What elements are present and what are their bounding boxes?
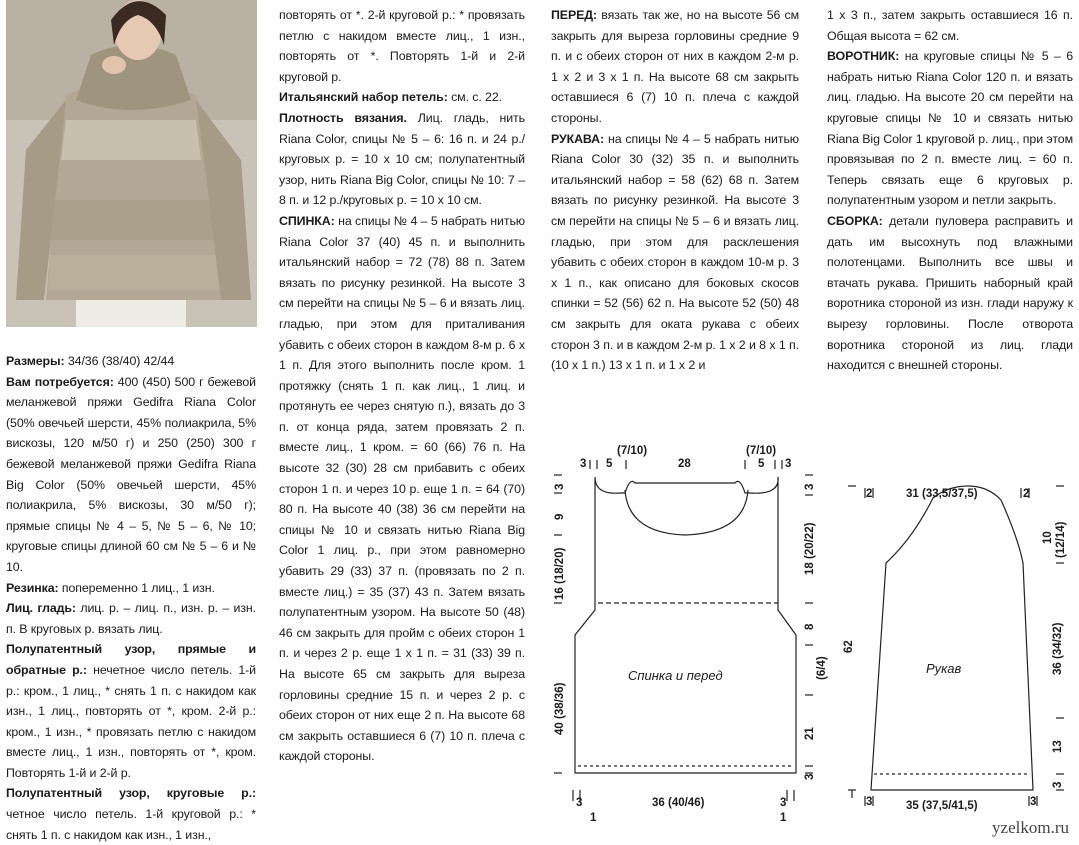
model-photo-illustration bbox=[6, 0, 257, 327]
top-right-a: 5 bbox=[758, 458, 765, 470]
body-diagram-label: Спинка и перед bbox=[628, 668, 723, 683]
left-16: 16 (18/20) bbox=[554, 547, 566, 600]
model-photo bbox=[6, 0, 257, 327]
top-left-paren: (7/10) bbox=[617, 445, 648, 457]
right-3-bottom: 3 bbox=[804, 773, 816, 780]
top-mid: 28 bbox=[678, 458, 691, 470]
neckline-curve bbox=[625, 490, 748, 535]
top-left-b: 5 bbox=[606, 458, 613, 470]
right-21: 21 bbox=[804, 727, 816, 740]
right-3: 3 bbox=[804, 483, 816, 490]
stockinette-text: лиц. р. – лиц. п., изн. р. – изн. п. В круговых р. вязать лиц. bbox=[6, 601, 256, 636]
sleeve-bottom-mid: 35 (37,5/41,5) bbox=[906, 800, 978, 812]
half-patent-round-text: четное число петель. 1-й круговой р.: * снять 1 п. с накидом как изн., 1 изн., bbox=[6, 807, 256, 842]
bottom-mid: 36 (40/46) bbox=[652, 797, 705, 809]
gauge-text: Лиц. гладь, нить Riana Color, спицы № 5 – 6: 16 п. и 24 р./круговых р. = 10 х 10 см; полупатентный узор, нить Riana Big Color, спицы № 10: 7 – 8 п. и 12 р./круговых р. = 10 х 10 см. bbox=[279, 110, 525, 208]
sizes-text: 34/36 (38/40) 42/44 bbox=[67, 354, 175, 368]
assembly-label: СБОРКА: bbox=[827, 213, 883, 228]
sleeve-right-36: 36 (34/32) bbox=[1052, 622, 1064, 675]
sleeve-right-10: 10 bbox=[1042, 531, 1054, 544]
sleeve-right-13: 13 bbox=[1052, 740, 1064, 753]
left-40: 40 (38/36) bbox=[554, 682, 566, 735]
stockinette-label: Лиц. гладь: bbox=[6, 601, 76, 616]
sleeve-schematic bbox=[838, 478, 1068, 823]
back-label: СПИНКА: bbox=[279, 213, 335, 228]
right-6-4: (6/4) bbox=[816, 656, 828, 680]
column-1 bbox=[6, 351, 256, 845]
column-4 bbox=[827, 5, 1073, 376]
sleeve-left-62: 62 bbox=[843, 640, 855, 653]
top-right-paren: (7/10) bbox=[746, 445, 777, 457]
half-patent-cont-text: повторять от *. 2-й круговой р.: * провязать петлю с накидом вместе лиц., 1 изн., повторять от *. Повторять 1-й и 2-й круговой р. bbox=[279, 8, 525, 84]
body-outline bbox=[575, 477, 796, 773]
sleeve-top-2-left: 2 bbox=[866, 488, 873, 500]
gauge-label: Плотность вязания. bbox=[279, 110, 407, 125]
watermark: yzelkom.ru bbox=[992, 818, 1069, 837]
sleeve-bottom-3-right: 3 bbox=[1030, 796, 1037, 808]
collar-text: на круговые спицы № 5 – 6 набрать нитью Riana Color 120 п. и вязать лиц. гладью. На высоте 20 см перейти на круговые спицы № 10 и связать нитью Riana Big Color 1 круговой р. лиц., при этом провязывая по 2 п. вместе лиц. = 60 п. Теперь связать еще 6 круговых р. полупатентным узором и петли закрыть. bbox=[827, 49, 1073, 208]
bottom-3-left: 3 bbox=[576, 797, 583, 809]
sleeve-outline bbox=[871, 486, 1033, 790]
front-text: вязать так же, но на высоте 56 см закрыть для выреза горловины средние 9 п. и с обеих сторон от них в каждом 2-м р. 1 х 2 и 3 х 1 п. На высоте 68 см закрыть оставшиеся 6 (7) 10 п. плеча с каждой стороны. bbox=[551, 8, 800, 125]
sleeve-right-12-14: (12/14) bbox=[1055, 521, 1067, 558]
sleeve-right-3: 3 bbox=[1052, 781, 1064, 788]
back-text: на спицы № 4 – 5 набрать нитью Riana Color 37 (40) 45 п. и выполнить итальянский набор = 72 (78) 88 п. Затем вязать по рисунку резинкой. На высоте 3 см перейти на спицы № 5 – 6 и вязать лиц. гладью, при этом для приталивания убавить с обеих сторон в каждом 8-м р. 6 х 1 п. Для этого выполнить после кром. 1 протяжку (снять 1 п. как лиц., 1 лиц. и протянуть ее через снятую п.), вязать до 3 п. от конца ряда, затем провязать 2 п. вместе лиц., 1 кром. = 60 (66) 76 п. На высоте 32 (30) 28 см прибавить с обеих сторон 1 п. и через 10 р. еще 1 п. = 64 (70) 80 п. На высоте 40 (38) 36 см перейти на спицы № 10 и связать нитью Riana Big Color 1 лиц. р., при этом равномерно убавить 29 (33) 37 п. (провязать по 2 п. вместе лиц.) = 35 (37) 43 п. Затем вязать полупатентным узором. На высоте 50 (48) 46 см закрыть для пройм с обеих сторон 1 п. и через 2 р. еще 1 х 1 п. = 31 (33) 39 п. На высоте 65 см закрыть для выреза горловины средние 15 п. и через 2 р. с обеих сторон от них еще 2 п. На высоте 68 см закрыть оставшиеся 6 (7) 10 п. плеча с каждой стороны. bbox=[279, 213, 525, 764]
sleeves-text: на спицы № 4 – 5 набрать нитью Riana Color 30 (32) 35 п. и выполнить итальянский набор = 58 (62) 68 п. Затем вязать по рисунку резинкой. На высоте 3 см перейти на спицы № 5 – 6 и вязать лиц. гладью, при этом для расклешения убавить с обеих сторон в каждом 10-м р. 3 х 1 п., как описано для боковых скосов спинки = 52 (56) 62 п. На высоте 52 (50) 48 см закрыть для оката рукава с обеих сторон 3 п. и в каждом 2-м р. 1 х 2 и 8 х 1 п. (10 х 1 п.) 13 х 1 п. и 1 х 2 и bbox=[551, 131, 799, 373]
column-2 bbox=[279, 5, 525, 767]
half-patent-flat-label: Полупатентный узор, прямые и обратные р.: bbox=[6, 642, 256, 677]
front-label: ПЕРЕД: bbox=[551, 8, 598, 22]
sleeve-bottom-3: 3 bbox=[866, 796, 873, 808]
column-3 bbox=[551, 5, 799, 376]
body-schematic bbox=[540, 435, 830, 835]
right-18: 18 (20/22) bbox=[804, 522, 816, 575]
sleeves-label: РУКАВА: bbox=[551, 131, 605, 146]
sleeve-diagram-label: Рукав bbox=[926, 661, 962, 676]
assembly-text: детали пуловера расправить и дать им высохнуть под влажными полотенцами. Выполнить все швы и втачать рукава. Пришить наборный край воротника стороной из изн. глади наружу к вырезу горловины. После отворота воротника стороной из лиц. глади находится с внешней стороны. bbox=[827, 213, 1073, 373]
sleeve-top-2-right: 2 bbox=[1023, 488, 1030, 500]
bottom-3-right: 3 bbox=[780, 797, 787, 809]
bottom-1-right: 1 bbox=[780, 812, 787, 824]
half-patent-flat-text: нечетное число петель. 1-й р.: кром., 1 лиц., * снять 1 п. с накидом как изн., 1 лиц., повторять от *, кром. 2-й р.: кром., 1 изн., * провязать петлю с накидом вместе лиц., 1 изн., повторять от *, кром. Повторять 1-й и 2-й р. bbox=[6, 662, 256, 780]
half-patent-round-label: Полупатентный узор, круговые р.: bbox=[6, 786, 256, 801]
materials-text: 400 (450) 500 г бежевой меланжевой пряжи Gedifra Riana Color (50% овечьей шерсти, 45% полиакрила, 5% вискозы, 120 м/50 г) и 250 (250) 300 г бежевой меланжевой пряжи Gedifra Riana Big Color (50% овечьей шерсти, 45% полиакрила, 5% вискозы, 30 м/50 г); прямые спицы № 4 – 5, № 5 – 6, № 10; круговые спицы длиной 60 см № 5 – 6 и № 10. bbox=[6, 374, 256, 574]
bottom-1-left: 1 bbox=[590, 812, 597, 824]
sizes-label: Размеры: bbox=[6, 354, 65, 368]
left-9: 9 bbox=[554, 513, 566, 520]
sleeve-top-mid: 31 (33,5/37,5) bbox=[906, 488, 978, 500]
materials-label: Вам потребуется: bbox=[6, 374, 114, 389]
sleeves-cont-text: 1 х 3 п., затем закрыть оставшиеся 16 п. Общая высота = 62 см. bbox=[827, 8, 1073, 43]
left-3: 3 bbox=[554, 483, 566, 490]
rib-label: Резинка: bbox=[6, 580, 59, 595]
rib-text: попеременно 1 лиц., 1 изн. bbox=[61, 580, 215, 595]
top-left-a: 3 bbox=[580, 458, 587, 470]
collar-label: ВОРОТНИК: bbox=[827, 49, 900, 64]
top-right-b: 3 bbox=[785, 458, 792, 470]
italian-cast-on-text: см. с. 22. bbox=[451, 90, 502, 105]
right-8: 8 bbox=[804, 623, 816, 630]
italian-cast-on-label: Итальянский набор петель: bbox=[279, 90, 448, 105]
